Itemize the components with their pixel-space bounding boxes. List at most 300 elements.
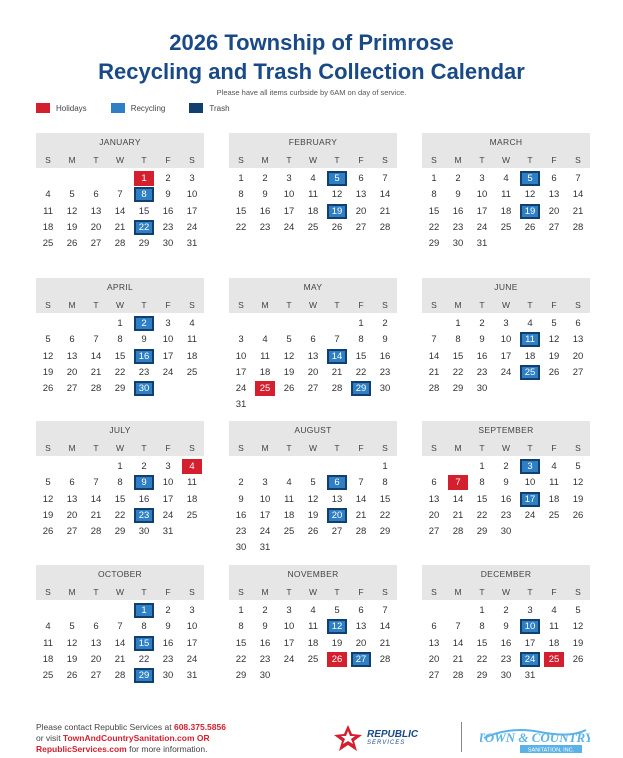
weekday-label: M — [261, 587, 269, 597]
empty-cell — [301, 316, 325, 332]
day-cell: 23 — [259, 221, 271, 233]
day-cell: 15 — [452, 350, 464, 362]
day-cell: 7 — [358, 477, 364, 489]
weekday-label: F — [165, 443, 171, 453]
day-cell: 16 — [379, 350, 391, 362]
empty-cell — [422, 603, 446, 619]
month-march — [422, 133, 590, 252]
day-cell: 9 — [503, 621, 509, 633]
weekday-label: S — [575, 300, 581, 310]
day-cell: 3 — [238, 334, 244, 346]
day-cell: 5 — [45, 477, 51, 489]
weekday-label: T — [527, 300, 533, 310]
day-cell: 18 — [186, 493, 198, 505]
day-cell: 3 — [286, 605, 292, 616]
day-cell: 28 — [355, 526, 367, 538]
weekday-label: T — [479, 587, 485, 597]
day-cell: 9 — [503, 477, 509, 489]
day-cell: 18 — [186, 350, 198, 362]
weekday-label: S — [575, 587, 581, 597]
weekday-label: S — [238, 155, 244, 165]
day-cell: 11 — [187, 334, 197, 346]
legend-label: Recycling — [130, 103, 166, 113]
day-cell: 20 — [90, 653, 102, 665]
town-country-logo-graphic — [480, 724, 590, 756]
town-country-logo — [480, 724, 590, 758]
month-name: SEPTEMBER — [422, 421, 590, 440]
weekday-label: S — [575, 155, 581, 165]
day-cell: 6 — [551, 173, 557, 184]
weekday-label: F — [551, 300, 557, 310]
title-line-2: Recycling and Trash Collection Calendar — [98, 59, 525, 84]
weekday-label: T — [334, 443, 340, 453]
day-cell: 12 — [331, 189, 343, 201]
day-cell: 28 — [331, 383, 343, 395]
day-cell: 23 — [379, 366, 391, 378]
day-cell: 13 — [66, 493, 78, 505]
day-cell: 18 — [500, 205, 512, 217]
recycling-swatch — [111, 103, 125, 113]
day-cell: 11 — [43, 205, 53, 217]
month-december — [422, 565, 590, 684]
day-cell: 8 — [431, 189, 437, 201]
day-cell: 3 — [189, 173, 195, 184]
weekday-label: S — [382, 155, 388, 165]
days-grid — [422, 171, 590, 252]
day-cell: 9 — [455, 189, 461, 201]
day-cell: 5 — [45, 334, 51, 346]
day-cell: 21 — [90, 509, 102, 521]
town-country-link[interactable]: TownAndCountrySanitation.com OR — [62, 733, 210, 743]
day-cell: 10 — [186, 189, 198, 201]
day-cell: 29 — [138, 238, 150, 250]
days-grid — [229, 459, 397, 557]
day-cell: 19 — [307, 509, 319, 521]
weekday-label: F — [358, 443, 364, 453]
day-cell: 15 — [235, 637, 247, 649]
weekday-label: W — [115, 443, 125, 453]
recycling-day: 10 — [520, 619, 540, 634]
month-name: DECEMBER — [422, 565, 590, 584]
day-cell: 21 — [331, 366, 343, 378]
day-cell: 8 — [455, 334, 461, 346]
day-cell: 13 — [307, 350, 319, 362]
day-cell: 14 — [90, 350, 102, 362]
republic-star-icon — [333, 724, 363, 752]
days-grid — [229, 171, 397, 236]
weekday-label: W — [501, 587, 511, 597]
weekday-label: T — [479, 300, 485, 310]
day-cell: 18 — [548, 493, 560, 505]
day-cell: 3 — [262, 477, 268, 489]
month-september — [422, 421, 590, 540]
day-cell: 2 — [165, 173, 171, 184]
day-cell: 24 — [186, 653, 198, 665]
weekday-label: W — [115, 155, 125, 165]
legend-label: Trash — [209, 103, 230, 113]
day-cell: 6 — [93, 621, 99, 633]
day-cell: 14 — [379, 621, 391, 633]
day-cell: 17 — [235, 366, 247, 378]
month-june — [422, 278, 590, 397]
day-cell: 14 — [572, 189, 584, 201]
day-cell: 7 — [431, 334, 437, 346]
day-cell: 23 — [259, 653, 271, 665]
day-cell: 15 — [379, 493, 391, 505]
weekday-label: T — [286, 443, 292, 453]
empty-cell — [446, 459, 470, 475]
weekday-label: T — [93, 587, 99, 597]
day-cell: 11 — [284, 493, 294, 505]
day-cell: 24 — [500, 366, 512, 378]
days-grid — [36, 316, 204, 397]
day-cell: 29 — [235, 670, 247, 682]
day-cell: 10 — [162, 334, 174, 346]
weekday-label: W — [501, 155, 511, 165]
republic-services-logo — [333, 724, 418, 752]
days-grid — [229, 316, 397, 414]
day-cell: 13 — [66, 350, 78, 362]
days-grid — [36, 171, 204, 252]
day-cell: 7 — [382, 173, 388, 184]
day-cell: 23 — [235, 526, 247, 538]
legend-label: Holidays — [56, 103, 87, 113]
recycling-day: 5 — [327, 171, 347, 186]
day-cell: 12 — [66, 637, 78, 649]
day-cell: 12 — [66, 205, 78, 217]
recycling-day: 6 — [327, 475, 347, 490]
day-cell: 26 — [42, 383, 54, 395]
subtitle: Please have all items curbside by 6AM on day of service. — [216, 88, 407, 97]
recycling-day: 27 — [351, 652, 371, 667]
weekday-label: T — [334, 300, 340, 310]
day-cell: 7 — [382, 605, 388, 616]
weekday-label: S — [45, 443, 51, 453]
weekday-header — [36, 152, 204, 168]
day-cell: 28 — [572, 221, 584, 233]
month-name: JUNE — [422, 278, 590, 297]
weekday-header — [229, 297, 397, 313]
day-cell: 26 — [548, 366, 560, 378]
day-cell: 14 — [428, 350, 440, 362]
weekday-label: T — [141, 300, 147, 310]
day-cell: 27 — [66, 526, 78, 538]
day-cell: 5 — [575, 461, 581, 472]
day-cell: 17 — [162, 493, 174, 505]
weekday-label: M — [261, 300, 269, 310]
day-cell: 2 — [455, 173, 461, 184]
day-cell: 6 — [69, 477, 75, 489]
day-cell: 9 — [165, 189, 171, 201]
weekday-header — [36, 440, 204, 456]
day-cell: 26 — [42, 526, 54, 538]
day-cell: 8 — [238, 189, 244, 201]
day-cell: 7 — [93, 334, 99, 346]
days-grid — [422, 603, 590, 684]
weekday-label: F — [165, 300, 171, 310]
day-cell: 22 — [355, 366, 367, 378]
phone-link[interactable]: 608.375.5856 — [173, 722, 226, 732]
day-cell: 23 — [138, 366, 150, 378]
weekday-label: M — [454, 443, 462, 453]
recycling-day: 20 — [327, 508, 347, 523]
day-cell: 4 — [189, 318, 195, 329]
day-cell: 16 — [138, 493, 150, 505]
day-cell: 12 — [524, 189, 536, 201]
holiday-day: 26 — [327, 652, 347, 667]
day-cell: 14 — [452, 637, 464, 649]
day-cell: 21 — [379, 205, 391, 217]
empty-cell — [36, 603, 60, 619]
empty-cell — [84, 603, 108, 619]
day-cell: 16 — [235, 509, 247, 521]
day-cell: 22 — [114, 509, 126, 521]
day-cell: 20 — [428, 653, 440, 665]
day-cell: 20 — [90, 221, 102, 233]
empty-cell — [60, 459, 84, 475]
republic-link[interactable]: RepublicServices.com — [36, 744, 127, 754]
day-cell: 31 — [235, 399, 247, 411]
weekday-label: M — [454, 587, 462, 597]
day-cell: 10 — [283, 189, 295, 201]
empty-cell — [422, 316, 446, 332]
weekday-label: F — [551, 443, 557, 453]
day-cell: 16 — [259, 637, 271, 649]
recycling-day: 5 — [520, 171, 540, 186]
day-cell: 31 — [186, 238, 198, 250]
weekday-header — [229, 152, 397, 168]
day-cell: 2 — [479, 318, 485, 329]
day-cell: 22 — [379, 509, 391, 521]
page-title — [0, 28, 623, 86]
day-cell: 3 — [165, 318, 171, 329]
day-cell: 22 — [428, 221, 440, 233]
recycling-day: 30 — [134, 381, 154, 396]
day-cell: 20 — [355, 205, 367, 217]
day-cell: 25 — [307, 221, 319, 233]
day-cell: 14 — [114, 637, 126, 649]
day-cell: 11 — [43, 637, 53, 649]
day-cell: 26 — [283, 383, 295, 395]
day-cell: 5 — [575, 605, 581, 616]
day-cell: 19 — [66, 653, 78, 665]
day-cell: 18 — [307, 637, 319, 649]
day-cell: 4 — [286, 477, 292, 489]
weekday-label: W — [308, 155, 318, 165]
legend-holidays — [36, 103, 87, 113]
day-cell: 4 — [310, 605, 316, 616]
empty-cell — [229, 316, 253, 332]
month-july — [36, 421, 204, 540]
day-cell: 7 — [117, 621, 123, 633]
weekday-label: M — [68, 587, 76, 597]
weekday-header — [422, 440, 590, 456]
day-cell: 24 — [235, 383, 247, 395]
day-cell: 13 — [428, 493, 440, 505]
day-cell: 5 — [334, 605, 340, 616]
recycling-day: 15 — [134, 636, 154, 651]
day-cell: 4 — [45, 621, 51, 633]
recycling-day: 1 — [134, 603, 154, 618]
weekday-label: M — [454, 300, 462, 310]
day-cell: 4 — [527, 318, 533, 329]
day-cell: 23 — [500, 509, 512, 521]
legend-trash — [189, 103, 229, 113]
day-cell: 10 — [259, 493, 271, 505]
weekday-label: S — [382, 443, 388, 453]
days-grid — [36, 603, 204, 684]
day-cell: 17 — [283, 637, 295, 649]
day-cell: 26 — [307, 526, 319, 538]
day-cell: 17 — [186, 205, 198, 217]
day-cell: 28 — [428, 383, 440, 395]
day-cell: 13 — [90, 637, 102, 649]
weekday-label: S — [382, 300, 388, 310]
day-cell: 30 — [476, 383, 488, 395]
day-cell: 15 — [476, 493, 488, 505]
empty-cell — [253, 459, 277, 475]
weekday-label: F — [165, 155, 171, 165]
day-cell: 6 — [69, 334, 75, 346]
day-cell: 16 — [476, 350, 488, 362]
day-cell: 2 — [141, 461, 147, 472]
day-cell: 11 — [501, 189, 511, 201]
empty-cell — [60, 316, 84, 332]
empty-cell — [108, 171, 132, 187]
day-cell: 2 — [503, 605, 509, 616]
day-cell: 22 — [452, 366, 464, 378]
weekday-label: W — [501, 300, 511, 310]
empty-cell — [108, 603, 132, 619]
empty-cell — [84, 316, 108, 332]
recycling-day: 8 — [134, 187, 154, 202]
day-cell: 21 — [90, 366, 102, 378]
day-cell: 25 — [42, 670, 54, 682]
weekday-label: S — [431, 155, 437, 165]
day-cell: 16 — [162, 205, 174, 217]
day-cell: 31 — [259, 542, 271, 554]
day-cell: 22 — [138, 653, 150, 665]
day-cell: 27 — [572, 366, 584, 378]
weekday-label: T — [93, 443, 99, 453]
month-name: FEBRUARY — [229, 133, 397, 152]
day-cell: 17 — [476, 205, 488, 217]
weekday-label: F — [358, 587, 364, 597]
day-cell: 18 — [548, 637, 560, 649]
day-cell: 20 — [66, 509, 78, 521]
empty-cell — [229, 459, 253, 475]
holiday-day: 25 — [255, 381, 275, 396]
day-cell: 28 — [90, 526, 102, 538]
day-cell: 9 — [262, 621, 268, 633]
weekday-label: W — [115, 300, 125, 310]
day-cell: 8 — [479, 621, 485, 633]
recycling-day: 25 — [520, 365, 540, 380]
day-cell: 11 — [187, 477, 197, 489]
recycling-day: 14 — [327, 349, 347, 364]
day-cell: 30 — [500, 526, 512, 538]
day-cell: 8 — [479, 477, 485, 489]
weekday-label: T — [141, 155, 147, 165]
month-name: MARCH — [422, 133, 590, 152]
day-cell: 29 — [379, 526, 391, 538]
weekday-header — [422, 297, 590, 313]
weekday-label: S — [382, 587, 388, 597]
day-cell: 21 — [428, 366, 440, 378]
day-cell: 20 — [548, 205, 560, 217]
day-cell: 13 — [548, 189, 560, 201]
day-cell: 28 — [114, 670, 126, 682]
republic-sub: SERVICES — [367, 740, 406, 746]
day-cell: 17 — [524, 637, 536, 649]
day-cell: 30 — [235, 542, 247, 554]
day-cell: 8 — [358, 334, 364, 346]
weekday-label: S — [189, 443, 195, 453]
day-cell: 10 — [235, 350, 247, 362]
weekday-label: M — [68, 155, 76, 165]
contact-info — [36, 722, 226, 755]
weekday-label: T — [334, 155, 340, 165]
day-cell: 5 — [69, 621, 75, 633]
day-cell: 28 — [452, 526, 464, 538]
weekday-label: S — [189, 155, 195, 165]
day-cell: 3 — [503, 318, 509, 329]
empty-cell — [60, 603, 84, 619]
weekday-label: T — [286, 155, 292, 165]
weekday-label: M — [261, 443, 269, 453]
month-february — [229, 133, 397, 236]
day-cell: 16 — [500, 637, 512, 649]
day-cell: 2 — [262, 605, 268, 616]
day-cell: 10 — [162, 477, 174, 489]
day-cell: 10 — [500, 334, 512, 346]
day-cell: 6 — [310, 334, 316, 346]
day-cell: 17 — [283, 205, 295, 217]
day-cell: 19 — [331, 637, 343, 649]
trash-swatch — [189, 103, 203, 113]
day-cell: 25 — [500, 221, 512, 233]
day-cell: 26 — [66, 670, 78, 682]
day-cell: 20 — [66, 366, 78, 378]
month-name: JANUARY — [36, 133, 204, 152]
day-cell: 30 — [138, 526, 150, 538]
month-name: OCTOBER — [36, 565, 204, 584]
day-cell: 8 — [117, 477, 123, 489]
day-cell: 30 — [452, 238, 464, 250]
weekday-label: S — [431, 443, 437, 453]
day-cell: 27 — [355, 221, 367, 233]
day-cell: 10 — [476, 189, 488, 201]
day-cell: 18 — [283, 509, 295, 521]
empty-cell — [325, 459, 349, 475]
day-cell: 14 — [355, 493, 367, 505]
day-cell: 20 — [355, 637, 367, 649]
recycling-day: 12 — [327, 619, 347, 634]
recycling-day: 23 — [134, 508, 154, 523]
recycling-day: 29 — [134, 668, 154, 683]
month-may — [229, 278, 397, 414]
days-grid — [422, 459, 590, 540]
day-cell: 24 — [162, 366, 174, 378]
day-cell: 27 — [90, 670, 102, 682]
day-cell: 27 — [90, 238, 102, 250]
day-cell: 19 — [548, 350, 560, 362]
day-cell: 9 — [262, 189, 268, 201]
day-cell: 15 — [428, 205, 440, 217]
day-cell: 31 — [162, 526, 174, 538]
recycling-day: 3 — [520, 459, 540, 474]
empty-cell — [36, 316, 60, 332]
